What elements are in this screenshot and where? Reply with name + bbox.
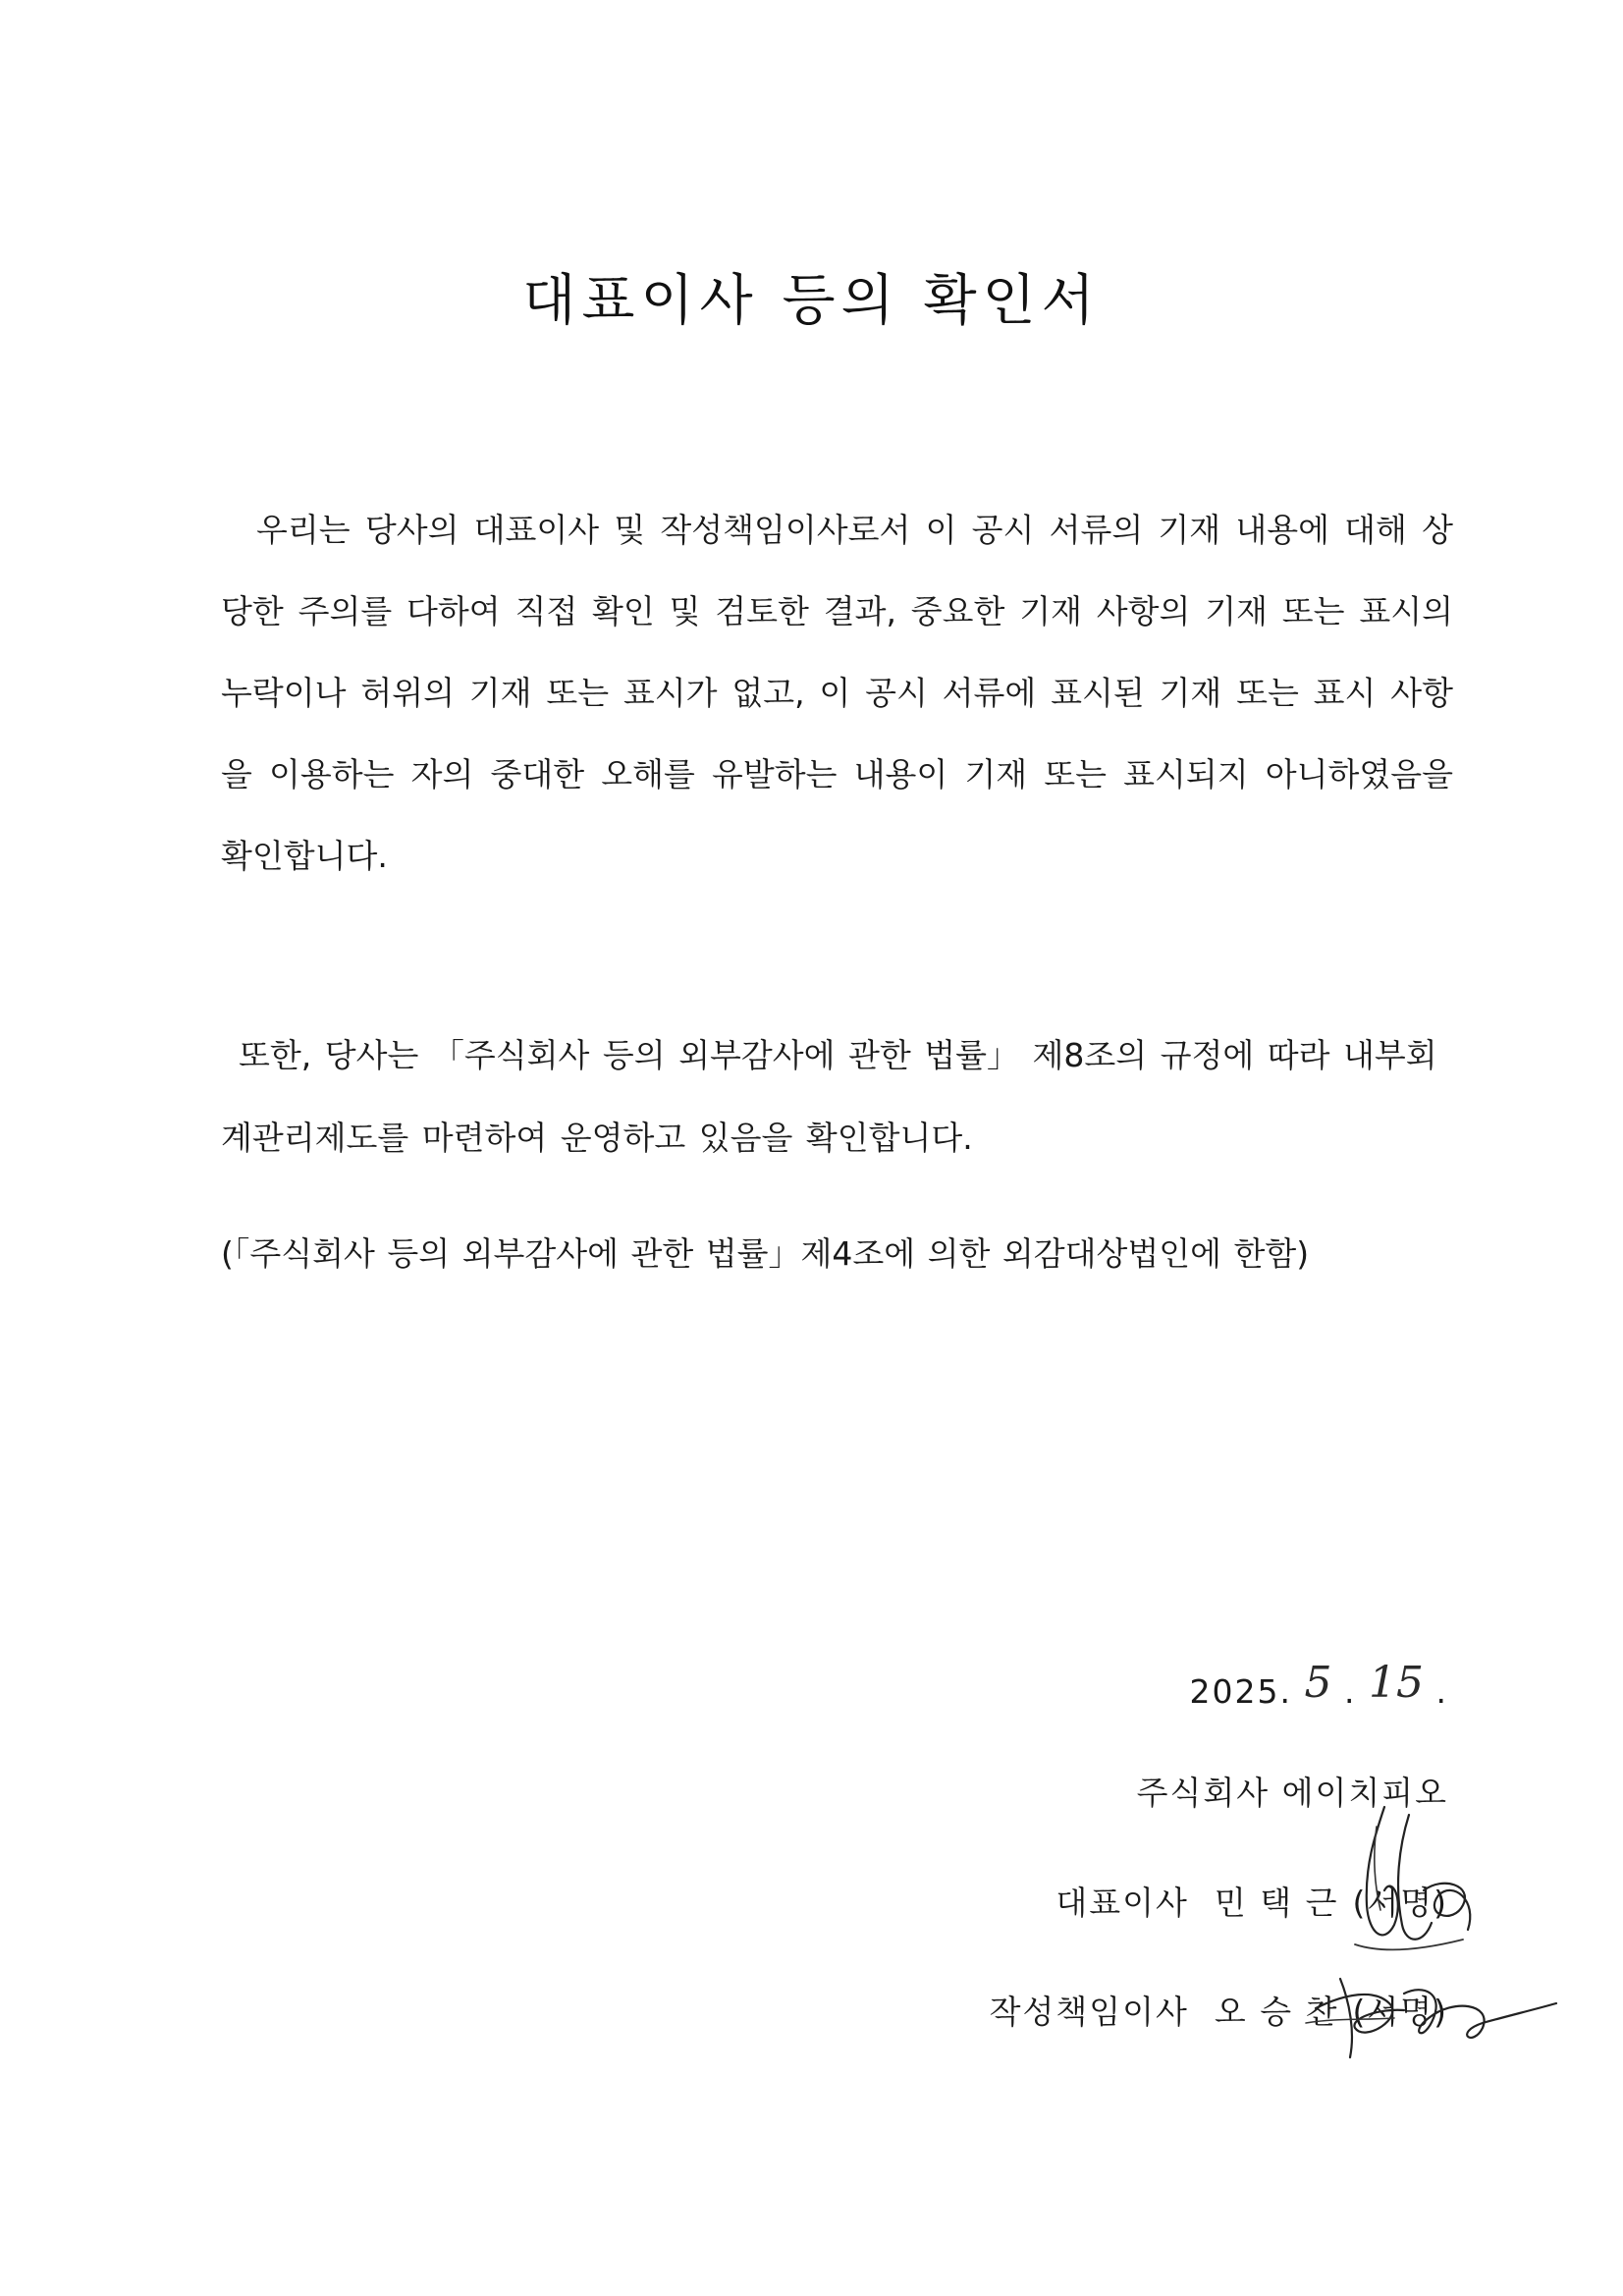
ceo-name: 민 택 근 bbox=[1214, 1884, 1339, 1922]
cfo-line bbox=[990, 1987, 1448, 2033]
ceo-sign-label: (서명) bbox=[1352, 1884, 1448, 1922]
cfo-name: 오 승 찬 bbox=[1214, 1993, 1339, 2031]
date-month-handwritten: 5 bbox=[1304, 1658, 1332, 1708]
ceo-title: 대표이사 bbox=[1055, 1884, 1189, 1922]
ceo-line bbox=[1055, 1878, 1448, 1924]
date-year: 2025. bbox=[1189, 1672, 1292, 1711]
date-line bbox=[1189, 1658, 1448, 1714]
document-title: 대표이사 등의 확인서 bbox=[522, 269, 1101, 333]
company-name: 주식회사 에이치피오 bbox=[1136, 1774, 1448, 1812]
date-day-handwritten: 15 bbox=[1369, 1658, 1424, 1708]
date-end: . bbox=[1435, 1672, 1448, 1711]
cfo-title: 작성책임이사 bbox=[989, 1993, 1189, 2031]
applicability-note: (「주식회사 등의 외부감사에 관한 법률」제4조에 의한 외감대상법인에 한함) bbox=[221, 1234, 1310, 1273]
cfo-sign-label: (서명) bbox=[1352, 1993, 1448, 2031]
date-separator: . bbox=[1344, 1672, 1357, 1711]
internal-control-paragraph: 또한, 당사는 「주식회사 등의 외부감사에 관한 법률」 제8조의 규정에 따라 내부회계관리제도를 마련하여 운영하고 있음을 확인합니다. bbox=[221, 1036, 1437, 1157]
confirmation-paragraph: 우리는 당사의 대표이사 및 작성책임이사로서 이 공시 서류의 기재 내용에 대해 상당한 주의를 다하여 직접 확인 및 검토한 결과, 중요한 기재 사항의 기재 또는 표시의 누락이나 허위의 기재 또는 표시가 없고, 이 공시 서류에 표시된 기재 또는 표시 사항을 이용하는 자의 중대한 오해를 유발하는 내용이 기재 또는 표시되지 아니하였음을 확인합니다. bbox=[221, 511, 1453, 875]
